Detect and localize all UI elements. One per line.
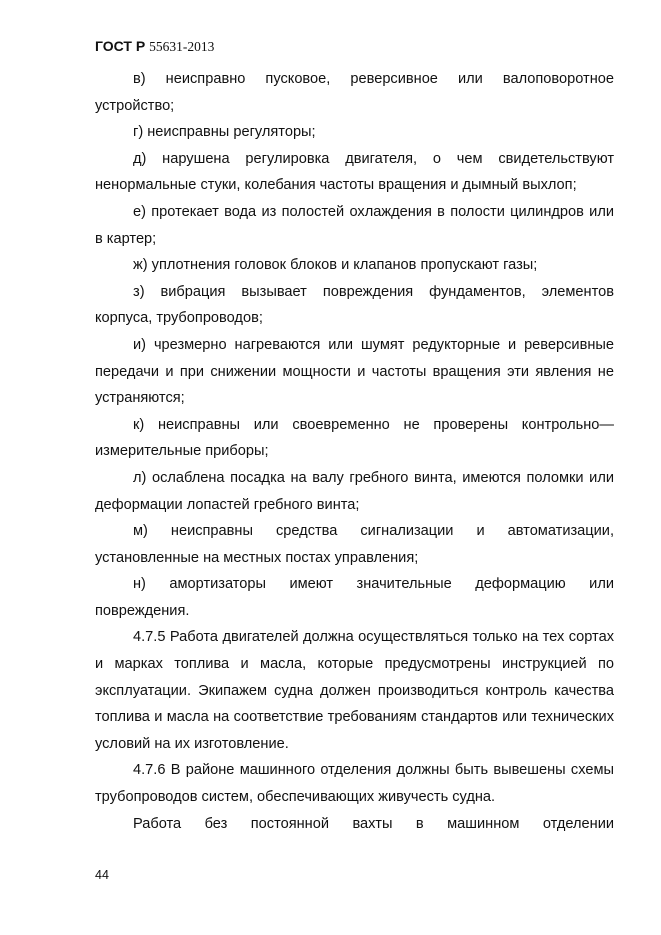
page-header <box>95 36 214 57</box>
list-item-m: м) неисправны средства сигнализации и автоматизации, установленные на местных постах управления; <box>95 523 614 566</box>
paragraph-unattended-operation: Работа без постоянной вахты в машинном отделении <box>133 815 614 832</box>
standard-prefix: ГОСТ Р <box>95 38 146 54</box>
list-item-k: к) неисправны или своевременно не проверены контрольно—измерительные приборы; <box>95 416 614 460</box>
list-item-v: в) неисправно пусковое, реверсивное или валоповоротное устройство; <box>95 71 614 114</box>
clause-4-7-5: 4.7.5 Работа двигателей должна осуществляться только на тех сортах и марках топлива и масла, которые предусмотрены инструкцией по эксплуатации. Экипажем судна должен производиться контроль качества топлива и масла на соответствие требованиям стандартов или технических условий на их изготовление. <box>95 629 614 752</box>
list-item-z: з) вибрация вызывает повреждения фундаментов, элементов корпуса, трубопроводов; <box>95 283 614 327</box>
document-body <box>95 66 614 837</box>
clause-4-7-6: 4.7.6 В районе машинного отделения должны быть вывешены схемы трубопроводов систем, обеспечивающих живучесть судна. <box>95 762 614 806</box>
list-item-e: е) протекает вода из полостей охлаждения в полости цилиндров или в картер; <box>95 203 614 247</box>
page-number: 44 <box>95 868 109 882</box>
list-item-i: и) чрезмерно нагреваются или шумят редукторные и реверсивные передачи и при снижении мощности и частоты вращения эти явления не устраняются; <box>95 336 614 407</box>
list-item-n: н) амортизаторы имеют значительные деформацию или повреждения. <box>95 576 614 619</box>
list-item-zh: ж) уплотнения головок блоков и клапанов пропускают газы; <box>133 257 538 274</box>
list-item-l: л) ослаблена посадка на валу гребного винта, имеются поломки или деформации лопастей гребного винта; <box>95 469 614 513</box>
list-item-g: г) неисправны регуляторы; <box>133 124 316 141</box>
list-item-d: д) нарушена регулировка двигателя, о чем свидетельствуют ненормальные стуки, колебания частоты вращения и дымный выхлоп; <box>95 150 614 194</box>
standard-number: 55631-2013 <box>149 39 215 54</box>
